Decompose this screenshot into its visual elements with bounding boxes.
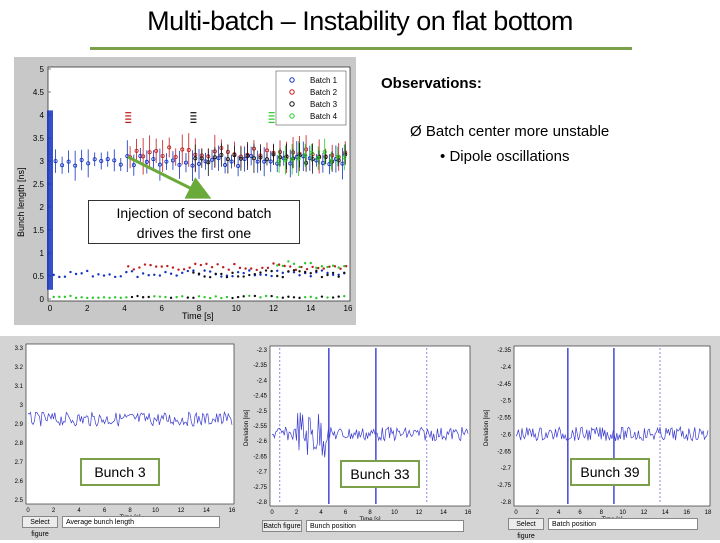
batch1-low-trace [75, 273, 77, 275]
zero-baseline-trace [131, 296, 133, 298]
zero-baseline-trace [80, 296, 82, 298]
batch2-low-trace [149, 264, 151, 266]
panel-bunch-33 [240, 336, 480, 540]
main-ytick: 2.5 [32, 180, 44, 189]
main-ytick: 0 [39, 295, 44, 304]
zero-baseline-trace [142, 296, 144, 298]
main-ytick: 2 [39, 203, 44, 212]
panel-ytick: -2.35 [253, 363, 267, 370]
panel-ytick: -2.8 [500, 500, 511, 506]
zero-baseline-trace [164, 296, 166, 298]
zero-baseline-trace [159, 295, 161, 297]
batch1-low-trace [326, 272, 328, 274]
batch2-low-trace [166, 265, 168, 267]
panel-xtick: 10 [152, 508, 159, 514]
bunch-33-label: Bunch 33 [340, 460, 420, 488]
panel-ytick: -2.6 [256, 439, 267, 446]
injection-note-line1: Injection of second batch [116, 205, 272, 221]
panel-xtick: 10 [391, 510, 398, 516]
panel-bunch-3 [0, 336, 240, 540]
panel-xtick: 14 [440, 510, 447, 516]
batch2-low-trace [161, 265, 163, 267]
zero-baseline-trace [321, 295, 323, 297]
panel-xtick: 4 [556, 510, 561, 516]
batch4-low-trace [310, 262, 312, 264]
batch3-low-trace [254, 273, 256, 275]
batch3-low-trace [326, 274, 328, 276]
zero-baseline-trace [231, 297, 233, 299]
batch3-low-trace [315, 270, 317, 272]
panel-xtick: 14 [203, 508, 210, 514]
batch3-low-trace [226, 276, 228, 278]
zero-baseline-trace [114, 296, 116, 298]
main-xtick: 14 [306, 304, 316, 313]
batch1-low-trace [175, 274, 177, 276]
panel-xtick: 4 [77, 508, 81, 514]
main-bunch-length-plot [14, 57, 356, 325]
zero-baseline-trace [220, 297, 222, 299]
panel-ytick: -2.5 [256, 408, 267, 415]
select-figure-button[interactable]: Select figure [22, 516, 58, 528]
panel-xtick: 14 [661, 510, 669, 516]
zero-baseline-trace [310, 296, 312, 298]
main-xtick: 6 [159, 304, 164, 313]
batch4-low-trace [282, 265, 284, 267]
panel-ytick: -2.75 [497, 483, 511, 490]
batch1-low-trace [86, 270, 88, 272]
batch3-low-trace [287, 270, 289, 272]
batch1-low-trace [136, 276, 138, 278]
panel-xtick: 6 [578, 510, 582, 516]
batch1-low-trace [114, 276, 116, 278]
panel-ylabel: Deviation [ns] [484, 409, 490, 446]
batch1-low-trace [69, 271, 71, 273]
zero-baseline-trace [125, 296, 127, 298]
zero-baseline-trace [58, 296, 60, 298]
batch2-low-trace [250, 267, 252, 269]
zero-baseline-trace [203, 296, 205, 298]
select-figure-button-2[interactable]: Select figure [508, 518, 544, 530]
panel-xtick: 6 [102, 508, 107, 514]
batch2-low-trace [222, 266, 224, 268]
batch1-low-trace [220, 275, 222, 277]
batch1-low-trace [53, 274, 55, 276]
batch1-low-trace [164, 271, 166, 273]
panel-ytick: 2.6 [14, 479, 23, 485]
panel-xtick: 2 [51, 508, 56, 514]
batch3-low-trace [231, 272, 233, 274]
zero-baseline-trace [187, 296, 189, 298]
panel-xtick: 16 [683, 510, 691, 516]
zero-baseline-trace [69, 295, 71, 297]
main-ytick: 4 [39, 111, 44, 120]
batch2-low-trace [138, 266, 140, 268]
zero-baseline-trace [254, 295, 256, 297]
observations-heading: Observations: [381, 75, 482, 92]
zero-baseline-trace [315, 297, 317, 299]
batch3-low-trace [304, 271, 306, 273]
legend-entry: Batch 2 [310, 88, 338, 97]
batch2-low-trace [127, 265, 129, 267]
batch3-low-trace [298, 270, 300, 272]
zero-baseline-trace [237, 296, 239, 298]
panel-bunch-33-plot [240, 336, 480, 540]
batch3-low-trace [293, 269, 295, 271]
batch2-low-trace [272, 262, 274, 264]
zero-baseline-trace [343, 295, 345, 297]
batch4-low-trace [298, 266, 300, 268]
panel-bunch-3-plot [0, 336, 240, 540]
main-xtick: 16 [343, 304, 353, 313]
panel-xtick: 8 [599, 510, 604, 516]
batch2-low-trace [289, 265, 291, 267]
batch2-low-trace [239, 267, 241, 269]
panel-xtick: 16 [464, 510, 472, 516]
panel-xtick: 12 [640, 510, 648, 516]
batch1-low-trace [310, 275, 312, 277]
batch3-low-trace [337, 276, 339, 278]
batch1-low-trace [209, 270, 211, 272]
panel-xtick: 8 [128, 508, 132, 514]
main-plot-svg [14, 57, 356, 325]
batch2-low-trace [177, 268, 179, 270]
batch3-low-trace [198, 273, 200, 275]
batch2-low-trace [144, 263, 146, 265]
main-ytick: 5 [39, 65, 44, 74]
zero-baseline-trace [332, 296, 334, 298]
legend-entry: Batch 1 [310, 76, 338, 85]
zero-baseline-trace [136, 295, 138, 297]
batch4-low-trace [315, 267, 317, 269]
panel-bunch-39-plot [480, 336, 720, 540]
batch1-low-trace [270, 275, 272, 277]
panel-xtick: 0 [514, 510, 518, 516]
batch2-low-trace [188, 266, 190, 268]
batch2-low-trace [311, 266, 313, 268]
zero-baseline-trace [108, 297, 110, 299]
panel-ytick: -2.65 [497, 449, 511, 456]
panel-ylabel: Deviation [ns] [244, 409, 250, 446]
title-underline [90, 47, 632, 50]
batch2-low-trace [228, 268, 230, 270]
batch1-low-trace [231, 275, 233, 277]
main-xtick: 0 [47, 304, 53, 313]
zero-baseline-trace [282, 296, 284, 298]
panel-ytick: -2.55 [253, 424, 267, 430]
batch1-low-trace [131, 270, 133, 272]
batch4-low-trace [332, 265, 334, 267]
batch3-low-trace [220, 273, 222, 275]
panel-ytick: 2.9 [14, 422, 23, 428]
zero-baseline-trace [64, 296, 66, 298]
batch1-low-trace [108, 273, 110, 275]
zero-baseline-trace [226, 296, 228, 298]
panel-ytick: -2.35 [497, 348, 511, 354]
batch2-low-trace [216, 263, 218, 265]
panel-xtick: 12 [415, 510, 423, 516]
batch4-low-trace [293, 263, 295, 265]
zero-baseline-trace [86, 297, 88, 299]
panel-xtick: 0 [270, 510, 274, 516]
zero-baseline-trace [181, 295, 183, 297]
batch3-low-trace [209, 276, 211, 278]
batch1-low-trace [243, 272, 245, 274]
panel-ytick: -2.5 [500, 398, 511, 405]
batch1-low-trace [64, 276, 66, 278]
main-ytick: 1 [39, 249, 44, 258]
zero-baseline-trace [103, 296, 105, 298]
batch3-low-trace [282, 276, 284, 278]
batch1-low-trace [248, 269, 250, 271]
batch3-low-trace [332, 272, 334, 274]
panel-ytick: -2.8 [256, 500, 267, 506]
main-ytick: 0.5 [32, 272, 44, 281]
batch2-low-trace [244, 267, 246, 269]
main-xtick: 10 [231, 304, 241, 313]
batch1-low-trace [298, 274, 300, 276]
batch3-low-trace [203, 275, 205, 277]
panel-xtick: 18 [704, 510, 712, 516]
batch1-low-trace [80, 272, 82, 274]
main-xlabel: Time [s] [182, 311, 214, 321]
batch2-low-trace [183, 268, 185, 270]
panel-ytick: 3 [19, 403, 23, 409]
bunch-39-label: Bunch 39 [570, 458, 650, 486]
batch2-low-trace [172, 266, 174, 268]
main-xtick: 12 [269, 304, 278, 313]
position-select-dropdown[interactable]: Bunch position [306, 520, 464, 532]
zero-baseline-trace [192, 297, 194, 299]
panel-xtick: 6 [343, 510, 348, 516]
batch4-low-trace [287, 260, 289, 262]
panel-xtick: 4 [319, 510, 323, 516]
batch1-low-trace [237, 271, 239, 273]
batch3-low-trace [215, 273, 217, 275]
batch-figure-button[interactable]: Batch figure [262, 520, 302, 532]
batch2-low-trace [211, 266, 213, 268]
panel-ytick: -2.4 [500, 364, 511, 371]
batch2-low-trace [261, 267, 263, 269]
batch1-initial-stack [47, 110, 53, 289]
legend-entry: Batch 4 [310, 112, 338, 121]
bunch-3-label: Bunch 3 [80, 458, 160, 486]
batch1-low-trace [58, 276, 60, 278]
batch2-low-trace [205, 263, 207, 265]
zero-baseline-trace [120, 297, 122, 299]
batch3-low-trace [310, 272, 312, 274]
zero-baseline-trace [270, 295, 272, 297]
batch3-low-trace [259, 271, 261, 273]
arrow-bullet-icon: Ø [410, 123, 422, 140]
zero-baseline-trace [75, 297, 77, 299]
zero-baseline-trace [298, 297, 300, 299]
batch1-low-trace [259, 274, 261, 276]
zero-baseline-trace [248, 295, 250, 297]
batch2-low-trace [200, 264, 202, 266]
panel-xtick: 16 [228, 508, 236, 514]
batch3-low-trace [237, 275, 239, 277]
batch2-low-trace [256, 269, 258, 271]
zero-baseline-trace [265, 295, 267, 297]
zero-baseline-trace [170, 297, 172, 299]
batch4-low-trace [321, 265, 323, 267]
batch3-low-trace [276, 275, 278, 277]
batch3-low-trace [248, 274, 250, 276]
panel-xtick: 10 [619, 510, 627, 516]
panel-ytick: -2.4 [256, 378, 267, 385]
zero-baseline-trace [259, 296, 261, 298]
zero-baseline-trace [153, 295, 155, 297]
batch1-low-trace [125, 271, 127, 273]
panel-xtick: 2 [535, 510, 540, 516]
zero-baseline-trace [148, 296, 150, 298]
legend-entry: Batch 3 [310, 100, 338, 109]
zero-baseline-trace [97, 297, 99, 299]
batch3-low-trace [192, 271, 194, 273]
panel-ytick: -2.6 [500, 432, 511, 439]
zero-baseline-trace [198, 295, 200, 297]
batch2-low-trace [267, 267, 269, 269]
main-xtick: 4 [122, 304, 127, 313]
zero-baseline-trace [287, 296, 289, 298]
observation-bullet-2-text: Dipole oscillations [449, 148, 570, 165]
panel-ytick: -2.45 [253, 393, 267, 400]
batch1-low-trace [321, 269, 323, 271]
panel-ytick: 2.7 [14, 460, 23, 466]
batch2-low-trace [306, 268, 308, 270]
injection-note-line2: drives the first one [136, 225, 252, 241]
batch4-low-trace [304, 262, 306, 264]
observation-bullet-1-text: Batch center more unstable [425, 123, 610, 140]
batch1-low-trace [276, 270, 278, 272]
batch-position-select-dropdown[interactable]: Batch position [548, 518, 698, 530]
batch4-low-trace [337, 266, 339, 268]
batch3-low-trace [265, 269, 267, 271]
batch4-low-trace [276, 264, 278, 266]
zero-baseline-trace [304, 296, 306, 298]
main-ylabel: Bunch length [ns] [16, 167, 26, 237]
main-ytick: 1.5 [32, 226, 44, 235]
zero-baseline-trace [215, 295, 217, 297]
batch2-low-trace [194, 263, 196, 265]
main-ytick: 3 [39, 157, 44, 166]
main-ytick: 3.5 [32, 134, 44, 143]
batch3-low-trace [270, 270, 272, 272]
batch1-low-trace [153, 274, 155, 276]
panel-ytick: 3.2 [14, 365, 23, 371]
zero-baseline-trace [243, 295, 245, 297]
batch2-low-trace [133, 268, 135, 270]
zero-baseline-trace [92, 297, 94, 299]
injection-note [88, 200, 300, 244]
zero-baseline-trace [175, 296, 177, 298]
panel-ytick: 3.3 [14, 346, 23, 352]
zero-baseline-trace [326, 296, 328, 298]
batch4-low-trace [343, 265, 345, 267]
panel-ytick: 2.8 [14, 441, 23, 447]
batch1-low-trace [148, 274, 150, 276]
slide-title: Multi-batch – Instability on flat bottom [147, 6, 573, 36]
zero-baseline-trace [53, 296, 55, 298]
panel-xtick: 2 [294, 510, 299, 516]
batch2-low-trace [323, 267, 325, 269]
batch1-low-trace [120, 275, 122, 277]
main-ytick: 4.5 [32, 88, 44, 97]
batch1-low-trace [282, 272, 284, 274]
main-xtick: 8 [196, 304, 202, 313]
panel-ytick: -2.55 [497, 415, 511, 422]
panel-ytick: 2.5 [14, 498, 23, 504]
observation-bullet-1 [410, 123, 609, 140]
panel-ytick: -2.65 [253, 454, 267, 461]
zero-baseline-trace [293, 296, 295, 298]
panel-xtick: 8 [368, 510, 372, 516]
panel-ytick: -2.75 [253, 484, 267, 491]
batch3-low-trace [321, 276, 323, 278]
zero-baseline-trace [337, 295, 339, 297]
panel-xtick: 12 [177, 508, 185, 514]
batch4-low-trace [326, 266, 328, 268]
panel-bunch-39 [480, 336, 720, 540]
batch1-low-trace [103, 274, 105, 276]
batch1-low-trace [265, 274, 267, 276]
batch1-low-trace [92, 275, 94, 277]
observation-bullet-2 [440, 148, 570, 165]
batch1-low-trace [187, 270, 189, 272]
panel-ytick: -2.7 [256, 469, 267, 476]
zero-baseline-trace [209, 297, 211, 299]
batch2-low-trace [155, 265, 157, 267]
batch2-low-trace [233, 263, 235, 265]
batch1-low-trace [170, 273, 172, 275]
batch3-low-trace [243, 275, 245, 277]
panel-xtick: 0 [26, 508, 30, 514]
batch1-low-trace [181, 272, 183, 274]
panel-ytick: -2.3 [256, 348, 267, 354]
batch1-low-trace [159, 274, 161, 276]
figure-select-dropdown[interactable]: Average bunch length [62, 516, 220, 528]
dot-bullet-icon: • [440, 148, 446, 165]
zero-baseline-trace [276, 296, 278, 298]
batch1-low-trace [142, 272, 144, 274]
main-xtick: 2 [85, 304, 90, 313]
batch3-low-trace [343, 272, 345, 274]
batch1-low-trace [97, 273, 99, 275]
panel-ytick: -2.7 [500, 466, 511, 473]
panel-ytick: -2.45 [497, 381, 511, 388]
panel-ytick: 3.1 [14, 384, 23, 390]
batch1-low-trace [203, 269, 205, 271]
